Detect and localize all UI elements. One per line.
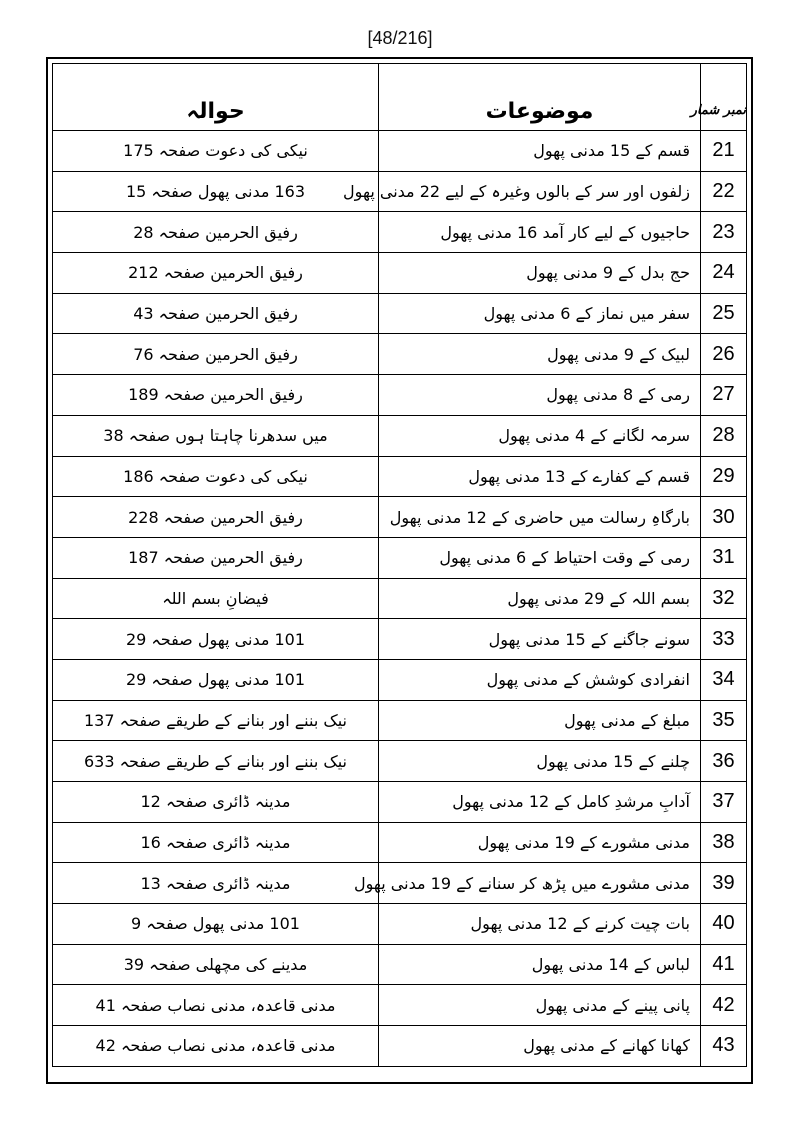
row-topic: رمی کے وقت احتیاط کے 6 مدنی پھول <box>379 537 701 578</box>
row-reference: فیضانِ بسم اللہ <box>53 578 379 619</box>
row-topic: بات چیت کرنے کے 12 مدنی پھول <box>379 904 701 945</box>
table-row <box>53 944 747 985</box>
row-number: 22 <box>701 171 747 212</box>
page-frame <box>46 57 753 1084</box>
row-number: 38 <box>701 822 747 863</box>
row-reference: مدنی قاعدہ، مدنی نصاب صفحہ 41 <box>53 985 379 1026</box>
row-number: 29 <box>701 456 747 497</box>
table-row <box>53 497 747 538</box>
row-reference: میں سدھرنا چاہتا ہوں صفحہ 38 <box>53 415 379 456</box>
row-reference: 101 مدنی پھول صفحہ 29 <box>53 619 379 660</box>
row-topic: مبلغ کے مدنی پھول <box>379 700 701 741</box>
row-topic: قسم کے 15 مدنی پھول <box>379 131 701 172</box>
row-reference: مدینے کی مچھلی صفحہ 39 <box>53 944 379 985</box>
row-number: 30 <box>701 497 747 538</box>
table-row <box>53 375 747 416</box>
table-row <box>53 415 747 456</box>
row-number: 42 <box>701 985 747 1026</box>
table-row <box>53 334 747 375</box>
row-topic: رمی کے 8 مدنی پھول <box>379 375 701 416</box>
row-topic: حج بدل کے 9 مدنی پھول <box>379 253 701 294</box>
row-reference: رفیق الحرمین صفحہ 228 <box>53 497 379 538</box>
row-topic: لبیک کے 9 مدنی پھول <box>379 334 701 375</box>
table-row <box>53 578 747 619</box>
row-topic: سرمہ لگانے کے 4 مدنی پھول <box>379 415 701 456</box>
row-number: 24 <box>701 253 747 294</box>
row-topic: انفرادی کوشش کے مدنی پھول <box>379 659 701 700</box>
topics-table <box>52 63 747 1067</box>
table-row <box>53 782 747 823</box>
row-topic: مدنی مشورے کے 19 مدنی پھول <box>379 822 701 863</box>
table-row <box>53 904 747 945</box>
table-row <box>53 212 747 253</box>
row-topic: چلنے کے 15 مدنی پھول <box>379 741 701 782</box>
table-row <box>53 741 747 782</box>
table-row <box>53 863 747 904</box>
row-reference: نیک بننے اور بنانے کے طریقے صفحہ 137 <box>53 700 379 741</box>
row-reference: مدینہ ڈائری صفحہ 12 <box>53 782 379 823</box>
row-topic: آدابِ مرشدِ کامل کے 12 مدنی پھول <box>379 782 701 823</box>
header-topic: موضوعات <box>379 64 701 131</box>
table-row <box>53 293 747 334</box>
row-number: 36 <box>701 741 747 782</box>
row-reference: رفیق الحرمین صفحہ 76 <box>53 334 379 375</box>
table-row <box>53 619 747 660</box>
row-reference: رفیق الحرمین صفحہ 189 <box>53 375 379 416</box>
row-topic: بسم اللہ کے 29 مدنی پھول <box>379 578 701 619</box>
table-row <box>53 131 747 172</box>
row-reference: 163 مدنی پھول صفحہ 15 <box>53 171 379 212</box>
row-reference: 101 مدنی پھول صفحہ 9 <box>53 904 379 945</box>
row-topic: زلفوں اور سر کے بالوں وغیرہ کے لیے 22 مدنی پھول <box>379 171 701 212</box>
table-row <box>53 985 747 1026</box>
row-number: 43 <box>701 1026 747 1067</box>
row-number: 21 <box>701 131 747 172</box>
table-row <box>53 456 747 497</box>
row-topic: کھانا کھانے کے مدنی پھول <box>379 1026 701 1067</box>
row-topic: مدنی مشورے میں پڑھ کر سنانے کے 19 مدنی پھول <box>379 863 701 904</box>
row-topic: بارگاہِ رسالت میں حاضری کے 12 مدنی پھول <box>379 497 701 538</box>
row-number: 35 <box>701 700 747 741</box>
table-body <box>53 131 747 1067</box>
header-number: نمبر شمار <box>701 64 747 131</box>
row-reference: رفیق الحرمین صفحہ 212 <box>53 253 379 294</box>
table-row <box>53 700 747 741</box>
page-counter: [48/216] <box>367 28 433 48</box>
table-row <box>53 253 747 294</box>
row-number: 37 <box>701 782 747 823</box>
row-topic: حاجیوں کے لیے کار آمد 16 مدنی پھول <box>379 212 701 253</box>
row-reference: رفیق الحرمین صفحہ 187 <box>53 537 379 578</box>
row-number: 28 <box>701 415 747 456</box>
table-row <box>53 171 747 212</box>
row-number: 27 <box>701 375 747 416</box>
row-number: 41 <box>701 944 747 985</box>
table-row <box>53 1026 747 1067</box>
table-row <box>53 822 747 863</box>
row-reference: مدنی قاعدہ، مدنی نصاب صفحہ 42 <box>53 1026 379 1067</box>
row-topic: پانی پینے کے مدنی پھول <box>379 985 701 1026</box>
table-header-row <box>53 64 747 131</box>
row-reference: نیک بننے اور بنانے کے طریقے صفحہ 633 <box>53 741 379 782</box>
row-number: 39 <box>701 863 747 904</box>
table-row <box>53 659 747 700</box>
row-reference: مدینہ ڈائری صفحہ 16 <box>53 822 379 863</box>
row-reference: مدینہ ڈائری صفحہ 13 <box>53 863 379 904</box>
row-number: 26 <box>701 334 747 375</box>
table-row <box>53 537 747 578</box>
row-reference: نیکی کی دعوت صفحہ 175 <box>53 131 379 172</box>
row-number: 31 <box>701 537 747 578</box>
row-number: 33 <box>701 619 747 660</box>
row-topic: سفر میں نماز کے 6 مدنی پھول <box>379 293 701 334</box>
row-number: 23 <box>701 212 747 253</box>
row-reference: 101 مدنی پھول صفحہ 29 <box>53 659 379 700</box>
row-topic: سونے جاگنے کے 15 مدنی پھول <box>379 619 701 660</box>
row-reference: رفیق الحرمین صفحہ 43 <box>53 293 379 334</box>
row-reference: نیکی کی دعوت صفحہ 186 <box>53 456 379 497</box>
row-number: 25 <box>701 293 747 334</box>
row-topic: قسم کے کفارے کے 13 مدنی پھول <box>379 456 701 497</box>
header-reference: حوالہ <box>53 64 379 131</box>
row-number: 32 <box>701 578 747 619</box>
row-number: 40 <box>701 904 747 945</box>
row-reference: رفیق الحرمین صفحہ 28 <box>53 212 379 253</box>
row-topic: لباس کے 14 مدنی پھول <box>379 944 701 985</box>
row-number: 34 <box>701 659 747 700</box>
